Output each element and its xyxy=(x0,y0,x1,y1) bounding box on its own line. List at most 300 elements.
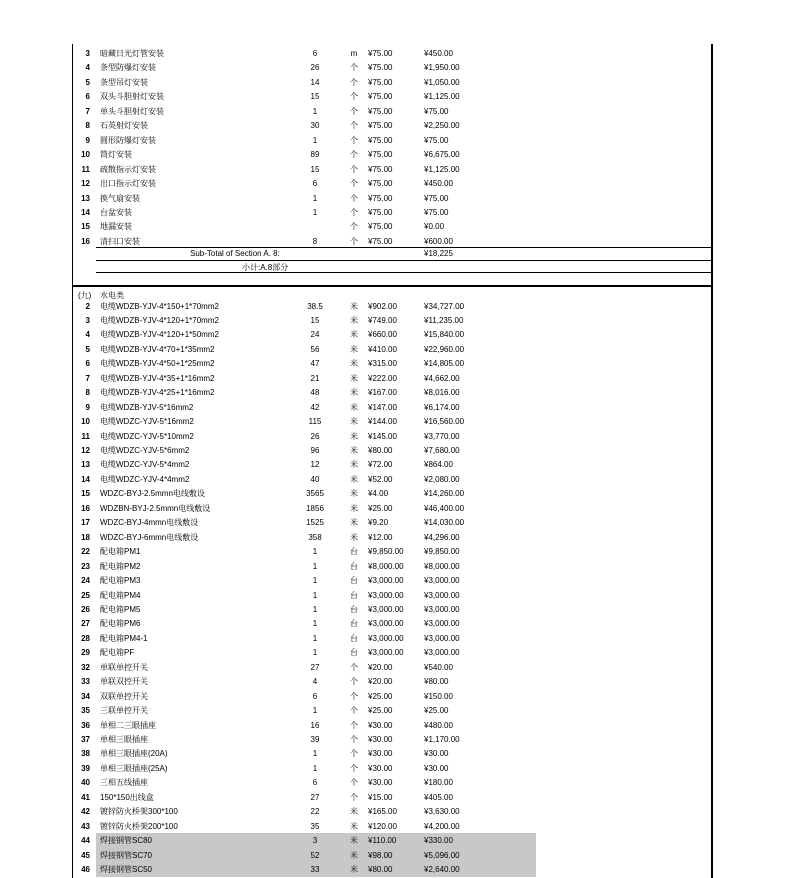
item-quantity: 4 xyxy=(312,677,318,687)
item-name: 出口指示灯安装 xyxy=(100,179,156,189)
item-rate: ¥20.00 xyxy=(368,677,393,687)
item-quantity: 89 xyxy=(310,150,320,160)
section-title: 水电类 xyxy=(100,291,124,300)
item-rate: ¥75.00 xyxy=(368,179,393,189)
table-row xyxy=(72,848,712,863)
item-quantity: 27 xyxy=(310,792,320,802)
item-unit: 米 xyxy=(350,836,358,846)
item-rate: ¥3,000.00 xyxy=(368,633,404,643)
item-unit: 台 xyxy=(350,561,358,571)
item-rate: ¥15.00 xyxy=(368,792,393,802)
item-name: WDZC-BYJ-4mmn电线敷设 xyxy=(100,518,199,528)
table-row xyxy=(72,133,712,148)
item-name: 配电箱PM6 xyxy=(100,619,141,629)
item-unit: m xyxy=(350,49,358,58)
item-unit: 台 xyxy=(350,633,358,643)
item-number: 7 xyxy=(85,373,90,383)
item-name: 台盆安装 xyxy=(100,207,132,217)
item-amount: ¥1,050.00 xyxy=(424,77,460,87)
item-name: 电缆WDZB-YJV-4*35+1*16mm2 xyxy=(100,373,215,383)
item-name: 电缆WDZC-YJV-4*4mm2 xyxy=(100,474,190,484)
item-number: 22 xyxy=(81,547,90,557)
item-rate: ¥147.00 xyxy=(368,402,397,412)
item-number: 11 xyxy=(81,164,90,174)
item-quantity: 14 xyxy=(310,77,320,87)
item-unit: 米 xyxy=(350,431,358,441)
table-row xyxy=(72,176,712,191)
item-name: 电缆WDZB-YJV-4*150+1*70mm2 xyxy=(100,301,219,311)
item-amount: ¥80.00 xyxy=(424,677,449,687)
item-number: 13 xyxy=(81,193,90,203)
item-quantity: 358 xyxy=(308,532,322,542)
item-quantity: 24 xyxy=(310,330,320,340)
item-quantity: 42 xyxy=(310,402,320,412)
item-quantity: 6 xyxy=(312,778,318,788)
item-number: 8 xyxy=(85,121,90,131)
item-amount: ¥22,960.00 xyxy=(424,344,465,354)
item-unit: 个 xyxy=(350,92,358,102)
item-number: 18 xyxy=(81,532,90,542)
item-rate: ¥20.00 xyxy=(368,662,393,672)
item-name: 单联单控开关 xyxy=(100,662,148,672)
table-row xyxy=(72,862,712,877)
table-row xyxy=(72,515,712,530)
item-unit: 个 xyxy=(350,749,358,759)
item-amount: ¥1,170.00 xyxy=(424,735,460,744)
table-row xyxy=(72,804,712,819)
table-row xyxy=(72,385,712,400)
item-amount: ¥75.00 xyxy=(424,207,449,217)
item-amount: ¥600.00 xyxy=(424,236,453,246)
table-row xyxy=(72,457,712,472)
item-quantity: 96 xyxy=(310,446,320,455)
item-number: 16 xyxy=(81,503,90,513)
item-amount: ¥7,680.00 xyxy=(424,446,460,455)
item-number: 46 xyxy=(81,865,90,875)
table-row xyxy=(72,761,712,776)
item-quantity: 26 xyxy=(310,431,320,441)
table-row xyxy=(72,775,712,790)
item-rate: ¥749.00 xyxy=(368,315,397,325)
item-amount: ¥34,727.00 xyxy=(424,301,465,311)
item-amount: ¥5,096.00 xyxy=(424,850,460,860)
item-name: 单联双控开关 xyxy=(100,677,148,687)
item-unit: 米 xyxy=(350,865,358,875)
table-row xyxy=(72,89,712,104)
item-quantity: 15 xyxy=(310,164,320,174)
item-amount: ¥6,675.00 xyxy=(424,150,460,160)
item-quantity: 1 xyxy=(312,207,318,217)
item-rate: ¥75.00 xyxy=(368,63,393,73)
item-amount: ¥30.00 xyxy=(424,749,449,759)
item-amount: ¥75.00 xyxy=(424,193,449,203)
item-unit: 米 xyxy=(350,402,358,412)
item-unit: 台 xyxy=(350,576,358,586)
item-rate: ¥75.00 xyxy=(368,121,393,131)
item-amount: ¥30.00 xyxy=(424,763,449,773)
item-number: 24 xyxy=(81,576,90,586)
item-rate: ¥75.00 xyxy=(368,193,393,203)
subtotal-mid-rule xyxy=(96,260,712,261)
table-row xyxy=(72,588,712,603)
item-quantity: 1 xyxy=(312,193,318,203)
table-row xyxy=(72,703,712,718)
item-number: 14 xyxy=(81,207,90,217)
item-amount: ¥3,000.00 xyxy=(424,648,460,658)
table-row xyxy=(72,205,712,220)
item-amount: ¥46,400.00 xyxy=(424,503,465,513)
item-quantity: 40 xyxy=(310,474,320,484)
item-unit: 个 xyxy=(350,135,358,145)
item-name: 焊接钢管SC70 xyxy=(100,850,153,860)
item-amount: ¥3,000.00 xyxy=(424,619,460,629)
table-row xyxy=(72,746,712,761)
item-rate: ¥144.00 xyxy=(368,417,397,427)
item-amount: ¥75.00 xyxy=(424,106,449,116)
item-unit: 个 xyxy=(350,207,358,217)
item-name: 电缆WDZC-YJV-5*16mm2 xyxy=(100,417,194,427)
item-quantity: 1 xyxy=(312,106,318,116)
table-row xyxy=(72,443,712,458)
item-unit: 个 xyxy=(350,778,358,788)
item-unit: 米 xyxy=(350,388,358,398)
table-row xyxy=(72,732,712,747)
item-name: 电缆WDZB-YJV-4*120+1*50mm2 xyxy=(100,330,219,340)
table-row xyxy=(72,501,712,516)
item-rate: ¥120.00 xyxy=(368,821,397,831)
item-quantity: 1 xyxy=(312,135,318,145)
item-rate: ¥902.00 xyxy=(368,301,397,311)
item-quantity: 15 xyxy=(310,92,320,102)
item-number: 40 xyxy=(81,778,90,788)
item-rate: ¥75.00 xyxy=(368,106,393,116)
item-number: 3 xyxy=(85,315,90,325)
item-rate: ¥660.00 xyxy=(368,330,397,340)
item-rate: ¥165.00 xyxy=(368,807,397,817)
item-name: 电缆WDZB-YJV-4*50+1*25mm2 xyxy=(100,359,215,369)
item-rate: ¥75.00 xyxy=(368,77,393,87)
item-number: 10 xyxy=(81,417,90,427)
item-quantity: 56 xyxy=(310,344,320,354)
table-row xyxy=(72,219,712,234)
item-number: 4 xyxy=(85,63,90,73)
item-amount: ¥25.00 xyxy=(424,706,449,716)
item-unit: 个 xyxy=(350,677,358,687)
item-quantity: 16 xyxy=(310,720,320,730)
item-unit: 个 xyxy=(350,706,358,716)
item-name: 双联单控开关 xyxy=(100,691,148,701)
item-number: 3 xyxy=(85,49,90,58)
item-quantity: 1 xyxy=(312,763,318,773)
item-amount: ¥1,125.00 xyxy=(424,92,460,102)
item-name: 配电箱PF xyxy=(100,648,135,658)
item-rate: ¥8,000.00 xyxy=(368,561,404,571)
item-number: 33 xyxy=(81,677,90,687)
item-unit: 米 xyxy=(350,821,358,831)
item-amount: ¥1,125.00 xyxy=(424,164,460,174)
item-name: 电缆WDZB-YJV-5*16mm2 xyxy=(100,402,194,412)
item-name: 单相二三眼插座 xyxy=(100,720,156,730)
item-rate: ¥72.00 xyxy=(368,460,393,470)
item-unit: 米 xyxy=(350,474,358,484)
item-amount: ¥16,560.00 xyxy=(424,417,465,427)
table-row xyxy=(72,674,712,689)
item-rate: ¥3,000.00 xyxy=(368,590,404,600)
item-quantity: 1 xyxy=(312,604,318,614)
item-number: 9 xyxy=(85,402,90,412)
item-name: 单相三眼插座(20A) xyxy=(100,749,168,759)
item-unit: 米 xyxy=(350,446,358,455)
item-unit: 个 xyxy=(350,662,358,672)
item-amount: ¥864.00 xyxy=(424,460,453,470)
table-row xyxy=(72,162,712,177)
item-name: 150*150出线盒 xyxy=(100,792,154,802)
item-rate: ¥3,000.00 xyxy=(368,648,404,658)
item-unit: 台 xyxy=(350,604,358,614)
item-name: 三联单控开关 xyxy=(100,706,148,716)
item-quantity: 15 xyxy=(310,315,320,325)
item-name: 配电箱PM4-1 xyxy=(100,633,148,643)
item-number: 8 xyxy=(85,388,90,398)
item-rate: ¥75.00 xyxy=(368,222,393,232)
item-name: 镀锌防火桥架200*100 xyxy=(100,821,178,831)
table-row xyxy=(72,46,712,61)
item-name: 暗藏日光灯管安装 xyxy=(100,49,164,58)
section-number: (九) xyxy=(78,291,92,300)
item-name: 单相三眼插座 xyxy=(100,735,148,744)
item-name: WDZC-BYJ-6mmn电线敷设 xyxy=(100,532,199,542)
item-name: 三相五线插座 xyxy=(100,778,148,788)
item-unit: 米 xyxy=(350,344,358,354)
item-quantity: 1 xyxy=(312,706,318,716)
item-quantity: 1525 xyxy=(306,518,324,528)
item-quantity: 12 xyxy=(310,460,320,470)
item-number: 12 xyxy=(81,446,90,455)
item-unit: 个 xyxy=(350,222,358,232)
table-row xyxy=(72,299,712,314)
item-rate: ¥3,000.00 xyxy=(368,619,404,629)
item-quantity: 38.5 xyxy=(307,301,323,311)
item-rate: ¥315.00 xyxy=(368,359,397,369)
item-number: 29 xyxy=(81,648,90,658)
item-name: 单相三眼插座(25A) xyxy=(100,763,168,773)
item-amount: ¥3,630.00 xyxy=(424,807,460,817)
item-name: 镀锌防火桥架300*100 xyxy=(100,807,178,817)
item-amount: ¥2,640.00 xyxy=(424,865,460,875)
subtotal-cn-label: 小计:A.8部分 xyxy=(242,263,289,272)
item-name: 电缆WDZC-YJV-5*6mm2 xyxy=(100,446,190,455)
item-amount: ¥11,235.00 xyxy=(424,315,464,325)
item-quantity: 35 xyxy=(310,821,320,831)
item-number: 45 xyxy=(81,850,90,860)
item-rate: ¥25.00 xyxy=(368,706,393,716)
item-name: 电缆WDZC-YJV-5*4mm2 xyxy=(100,460,190,470)
item-rate: ¥80.00 xyxy=(368,446,393,455)
item-name: 换气扇安装 xyxy=(100,193,140,203)
item-rate: ¥75.00 xyxy=(368,207,393,217)
item-rate: ¥9,850.00 xyxy=(368,547,404,557)
item-quantity: 26 xyxy=(310,63,320,73)
item-amount: ¥0.00 xyxy=(424,222,445,232)
item-unit: 个 xyxy=(350,763,358,773)
item-amount: ¥3,000.00 xyxy=(424,590,460,600)
item-amount: ¥8,016.00 xyxy=(424,388,460,398)
table-row xyxy=(72,833,712,848)
item-unit: 台 xyxy=(350,590,358,600)
item-name: 电缆WDZB-YJV-4*25+1*16mm2 xyxy=(100,388,215,398)
item-quantity: 6 xyxy=(312,49,318,58)
item-unit: 台 xyxy=(350,648,358,658)
table-row xyxy=(72,718,712,733)
item-quantity: 1 xyxy=(312,547,318,557)
item-number: 11 xyxy=(81,431,90,441)
table-row xyxy=(72,371,712,386)
item-unit: 个 xyxy=(350,63,358,73)
item-quantity: 1 xyxy=(312,633,318,643)
item-unit: 个 xyxy=(350,792,358,802)
item-amount: ¥14,805.00 xyxy=(424,359,465,369)
table-row xyxy=(72,602,712,617)
item-rate: ¥98.00 xyxy=(368,850,393,860)
item-rate: ¥145.00 xyxy=(368,431,397,441)
item-unit: 米 xyxy=(350,489,358,499)
item-name: 条型防爆灯安装 xyxy=(100,63,156,73)
item-quantity: 1 xyxy=(312,590,318,600)
item-rate: ¥12.00 xyxy=(368,532,393,542)
item-number: 37 xyxy=(81,735,90,744)
item-rate: ¥25.00 xyxy=(368,691,393,701)
item-unit: 个 xyxy=(350,691,358,701)
item-unit: 米 xyxy=(350,518,358,528)
subtotal-amount: ¥18,225 xyxy=(424,249,453,258)
item-quantity: 27 xyxy=(310,662,320,672)
table-row xyxy=(72,530,712,545)
item-number: 15 xyxy=(81,222,90,232)
item-quantity: 21 xyxy=(310,373,320,383)
item-number: 36 xyxy=(81,720,90,730)
item-quantity: 30 xyxy=(310,121,320,131)
item-name: 单头斗胆射灯安装 xyxy=(100,106,164,116)
item-quantity: 48 xyxy=(310,388,320,398)
table-row xyxy=(72,342,712,357)
item-name: 配电箱PM1 xyxy=(100,547,141,557)
item-number: 23 xyxy=(81,561,90,571)
table-row xyxy=(72,819,712,834)
item-name: 配电箱PM3 xyxy=(100,576,141,586)
item-rate: ¥30.00 xyxy=(368,749,393,759)
item-name: 焊接钢管SC50 xyxy=(100,865,153,875)
item-number: 6 xyxy=(85,359,90,369)
table-row xyxy=(72,616,712,631)
table-row xyxy=(72,645,712,660)
item-amount: ¥180.00 xyxy=(424,778,453,788)
table-row xyxy=(72,400,712,415)
item-rate: ¥52.00 xyxy=(368,474,393,484)
table-row xyxy=(72,414,712,429)
item-unit: 米 xyxy=(350,301,358,311)
item-unit: 个 xyxy=(350,77,358,87)
item-quantity: 1 xyxy=(312,619,318,629)
item-name: 电缆WDZB-YJV-4*120+1*70mm2 xyxy=(100,315,219,325)
item-number: 5 xyxy=(85,77,90,87)
item-number: 9 xyxy=(85,135,90,145)
item-number: 15 xyxy=(81,489,90,499)
item-rate: ¥75.00 xyxy=(368,236,393,246)
item-unit: 个 xyxy=(350,106,358,116)
subtotal-bottom-rule xyxy=(96,272,712,273)
item-number: 10 xyxy=(81,150,90,160)
item-amount: ¥8,000.00 xyxy=(424,561,460,571)
item-amount: ¥2,080.00 xyxy=(424,474,460,484)
item-number: 7 xyxy=(85,106,90,116)
item-name: 石英射灯安装 xyxy=(100,121,148,131)
item-amount: ¥15,840.00 xyxy=(424,330,465,340)
item-rate: ¥75.00 xyxy=(368,164,393,174)
table-row xyxy=(72,313,712,328)
table-row xyxy=(72,118,712,133)
item-unit: 米 xyxy=(350,315,358,325)
table-row xyxy=(72,631,712,646)
item-name: 配电箱PM5 xyxy=(100,604,141,614)
item-unit: 米 xyxy=(350,359,358,369)
item-name: 双头斗胆射灯安装 xyxy=(100,92,164,102)
item-unit: 米 xyxy=(350,503,358,513)
item-number: 6 xyxy=(85,92,90,102)
item-amount: ¥150.00 xyxy=(424,691,453,701)
item-number: 27 xyxy=(81,619,90,629)
table-row xyxy=(72,559,712,574)
item-quantity: 1856 xyxy=(306,503,324,513)
item-rate: ¥3,000.00 xyxy=(368,576,404,586)
item-number: 4 xyxy=(85,330,90,340)
item-unit: 米 xyxy=(350,850,358,860)
subtotal-top-rule xyxy=(96,247,712,248)
item-amount: ¥3,000.00 xyxy=(424,604,460,614)
item-number: 35 xyxy=(81,706,90,716)
item-amount: ¥450.00 xyxy=(424,49,453,58)
table-row xyxy=(72,147,712,162)
item-amount: ¥14,030.00 xyxy=(424,518,465,528)
item-rate: ¥75.00 xyxy=(368,135,393,145)
item-number: 43 xyxy=(81,821,90,831)
item-amount: ¥4,662.00 xyxy=(424,373,460,383)
item-name: 疏散指示灯安装 xyxy=(100,164,156,174)
item-name: 圆形防爆灯安装 xyxy=(100,135,156,145)
item-amount: ¥405.00 xyxy=(424,792,453,802)
item-number: 32 xyxy=(81,662,90,672)
item-rate: ¥9.20 xyxy=(368,518,389,528)
item-name: 配电箱PM2 xyxy=(100,561,141,571)
item-name: WDZC-BYJ-2.5mmn电线敷设 xyxy=(100,489,205,499)
item-name: 配电箱PM4 xyxy=(100,590,141,600)
table-row xyxy=(72,429,712,444)
item-unit: 个 xyxy=(350,179,358,189)
item-rate: ¥4.00 xyxy=(368,489,389,499)
item-number: 13 xyxy=(81,460,90,470)
item-name: 焊接钢管SC80 xyxy=(100,836,153,846)
item-number: 44 xyxy=(81,836,90,846)
item-unit: 个 xyxy=(350,121,358,131)
item-quantity: 1 xyxy=(312,749,318,759)
item-quantity: 8 xyxy=(312,236,318,246)
table-row xyxy=(72,660,712,675)
item-quantity: 1 xyxy=(312,576,318,586)
item-unit: 个 xyxy=(350,164,358,174)
item-number: 38 xyxy=(81,749,90,759)
item-amount: ¥3,000.00 xyxy=(424,633,460,643)
item-amount: ¥540.00 xyxy=(424,662,453,672)
item-rate: ¥80.00 xyxy=(368,865,393,875)
